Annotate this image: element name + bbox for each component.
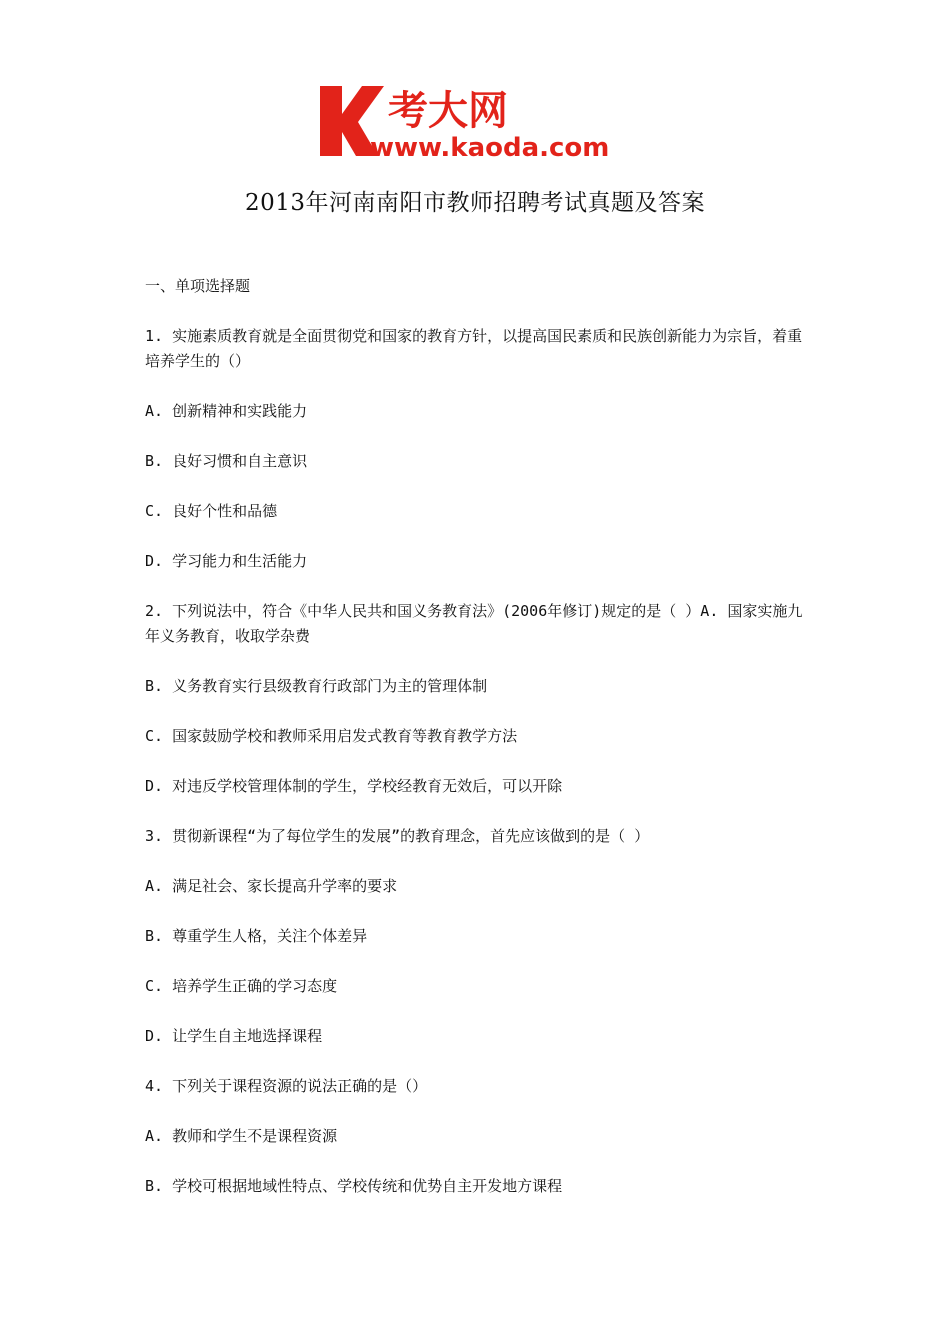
question-stem: 4. 下列关于课程资源的说法正确的是（）: [145, 1077, 428, 1095]
document-title: 2013年河南南阳市教师招聘考试真题及答案: [244, 190, 706, 216]
question-stem: 2. 下列说法中，符合《中华人民共和国义务教育法》(2006年修订)规定的是（ ）A. 国家实施九年义务教育，收取学杂费: [145, 602, 803, 645]
question-option: A. 教师和学生不是课程资源: [145, 1127, 338, 1145]
question-1: [145, 324, 810, 574]
kaoda-logo-graphic: [318, 80, 638, 160]
question-option: A. 创新精神和实践能力: [145, 402, 308, 420]
question-option: C. 培养学生正确的学习态度: [145, 977, 338, 995]
question-option: D. 让学生自主地选择课程: [145, 1027, 323, 1045]
question-option: B. 尊重学生人格，关注个体差异: [145, 927, 368, 945]
question-option: B. 义务教育实行县级教育行政部门为主的管理体制: [145, 677, 488, 695]
question-4: [145, 1074, 810, 1199]
question-option: D. 学习能力和生活能力: [145, 552, 308, 570]
question-stem: 1. 实施素质教育就是全面贯彻党和国家的教育方针，以提高国民素质和民族创新能力为宗旨，着重培养学生的（）: [145, 327, 803, 370]
question-option: C. 国家鼓励学校和教师采用启发式教育等教育教学方法: [145, 727, 518, 745]
question-option: B. 良好习惯和自主意识: [145, 452, 308, 470]
question-stem: 3. 贯彻新课程“为了每位学生的发展”的教育理念，首先应该做到的是（ ）: [145, 827, 650, 845]
section-heading: 一、单项选择题: [145, 277, 251, 295]
question-option: C. 良好个性和品德: [145, 502, 278, 520]
question-2: [145, 599, 810, 799]
logo-brand-text: 考大网: [388, 88, 508, 134]
question-option: D. 对违反学校管理体制的学生，学校经教育无效后，可以开除: [145, 777, 563, 795]
kaoda-logo: [318, 80, 638, 160]
question-option: B. 学校可根据地域性特点、学校传统和优势自主开发地方课程: [145, 1177, 563, 1195]
question-3: [145, 824, 810, 1049]
document-body: [145, 274, 810, 1224]
logo-url-text: www.kaoda.com: [370, 133, 610, 160]
question-option: A. 满足社会、家长提高升学率的要求: [145, 877, 398, 895]
